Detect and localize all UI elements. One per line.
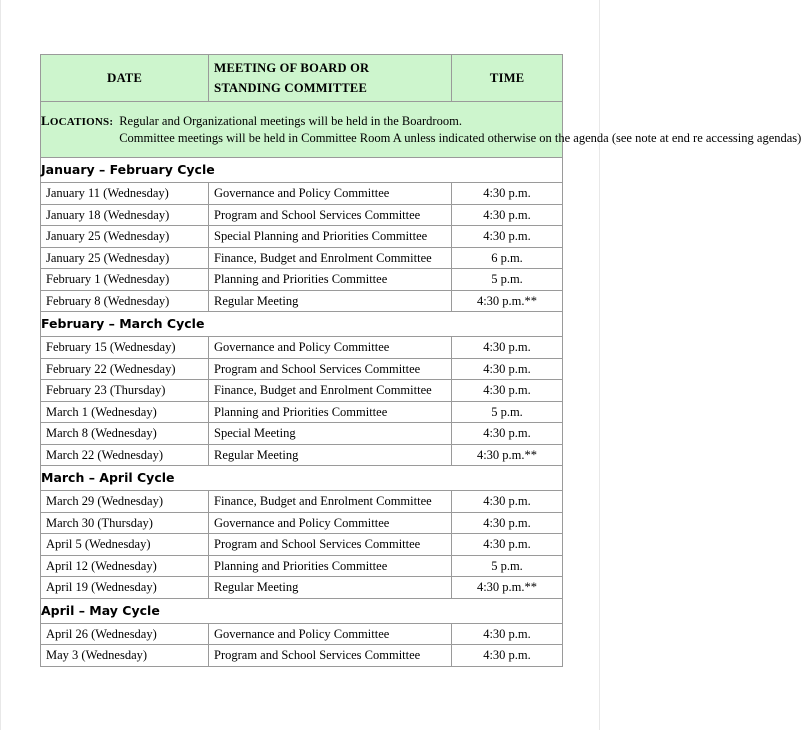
- meeting-name-cell: Finance, Budget and Enrolment Committee: [209, 380, 452, 402]
- table-row: [41, 290, 563, 312]
- meeting-time-cell: 4:30 p.m.: [452, 358, 563, 380]
- cycle-heading-row: [41, 312, 563, 337]
- table-row: [41, 380, 563, 402]
- meeting-time-cell: 4:30 p.m.: [452, 512, 563, 534]
- cycle-heading-row: [41, 158, 563, 183]
- meeting-column-header: MEETING OF BOARD OR STANDING COMMITTEE: [209, 55, 452, 102]
- meeting-name-cell: Planning and Priorities Committee: [209, 555, 452, 577]
- cycle-title: April – May Cycle: [41, 598, 563, 623]
- meeting-date-cell: March 1 (Wednesday): [41, 401, 209, 423]
- locations-label: LOCATIONS:: [41, 113, 114, 128]
- meeting-date-cell: January 25 (Wednesday): [41, 226, 209, 248]
- meeting-time-cell: 4:30 p.m.: [452, 645, 563, 667]
- locations-line-2: Committee meetings will be held in Committee Room A unless indicated otherwise on the agenda (see note at end re accessing agendas): [119, 130, 801, 145]
- meeting-time-cell: 4:30 p.m.: [452, 534, 563, 556]
- meeting-name-cell: Regular Meeting: [209, 577, 452, 599]
- meeting-name-cell: Special Planning and Priorities Committee: [209, 226, 452, 248]
- meeting-time-cell: 4:30 p.m.: [452, 183, 563, 205]
- meeting-date-cell: February 1 (Wednesday): [41, 269, 209, 291]
- meeting-name-cell: Regular Meeting: [209, 444, 452, 466]
- table-row: [41, 226, 563, 248]
- table-row: [41, 358, 563, 380]
- meeting-name-cell: Program and School Services Committee: [209, 534, 452, 556]
- meeting-name-cell: Governance and Policy Committee: [209, 623, 452, 645]
- meeting-name-cell: Special Meeting: [209, 423, 452, 445]
- table-row: [41, 247, 563, 269]
- meeting-time-cell: 4:30 p.m.: [452, 423, 563, 445]
- meeting-date-cell: February 15 (Wednesday): [41, 337, 209, 359]
- meeting-time-cell: 4:30 p.m.: [452, 491, 563, 513]
- meeting-date-cell: April 26 (Wednesday): [41, 623, 209, 645]
- table-row: [41, 337, 563, 359]
- meeting-time-cell: 4:30 p.m.: [452, 337, 563, 359]
- table-row: [41, 401, 563, 423]
- meeting-date-cell: January 18 (Wednesday): [41, 204, 209, 226]
- meeting-name-cell: Regular Meeting: [209, 290, 452, 312]
- meeting-date-cell: March 29 (Wednesday): [41, 491, 209, 513]
- table-row: [41, 555, 563, 577]
- table-header-row: [41, 55, 563, 102]
- meeting-time-cell: 4:30 p.m.: [452, 226, 563, 248]
- locations-line-1: Regular and Organizational meetings will be held in the Boardroom.: [119, 114, 462, 128]
- meeting-time-cell: 4:30 p.m.: [452, 380, 563, 402]
- meeting-time-cell: 4:30 p.m.**: [452, 444, 563, 466]
- meeting-name-cell: Governance and Policy Committee: [209, 512, 452, 534]
- table-row: [41, 444, 563, 466]
- table-row: [41, 183, 563, 205]
- meeting-time-cell: 5 p.m.: [452, 555, 563, 577]
- cycle-title: March – April Cycle: [41, 466, 563, 491]
- meeting-time-cell: 4:30 p.m.**: [452, 290, 563, 312]
- meeting-date-cell: April 5 (Wednesday): [41, 534, 209, 556]
- meeting-time-cell: 4:30 p.m.: [452, 204, 563, 226]
- meeting-date-cell: April 19 (Wednesday): [41, 577, 209, 599]
- meeting-date-cell: May 3 (Wednesday): [41, 645, 209, 667]
- meeting-schedule-table: [40, 54, 801, 667]
- meeting-date-cell: January 25 (Wednesday): [41, 247, 209, 269]
- cycle-heading-row: [41, 466, 563, 491]
- meeting-date-cell: February 23 (Thursday): [41, 380, 209, 402]
- meeting-name-cell: Governance and Policy Committee: [209, 337, 452, 359]
- meeting-time-cell: 4:30 p.m.: [452, 623, 563, 645]
- meeting-name-cell: Planning and Priorities Committee: [209, 401, 452, 423]
- meeting-date-cell: January 11 (Wednesday): [41, 183, 209, 205]
- table-row: [41, 491, 563, 513]
- meeting-date-cell: February 8 (Wednesday): [41, 290, 209, 312]
- time-column-header: TIME: [452, 55, 563, 102]
- table-row: [41, 577, 563, 599]
- meeting-date-cell: March 8 (Wednesday): [41, 423, 209, 445]
- cycle-title: February – March Cycle: [41, 312, 563, 337]
- meeting-date-cell: March 30 (Thursday): [41, 512, 209, 534]
- date-column-header: DATE: [41, 55, 209, 102]
- meeting-time-cell: 5 p.m.: [452, 401, 563, 423]
- table-row: [41, 534, 563, 556]
- table-row: [41, 623, 563, 645]
- table-row: [41, 645, 563, 667]
- locations-cell: [41, 102, 801, 158]
- table-row: [41, 269, 563, 291]
- table-row: [41, 423, 563, 445]
- meeting-time-cell: 5 p.m.: [452, 269, 563, 291]
- meeting-name-cell: Program and School Services Committee: [209, 645, 452, 667]
- table-row: [41, 512, 563, 534]
- cycle-heading-row: [41, 598, 563, 623]
- cycle-title: January – February Cycle: [41, 158, 563, 183]
- meeting-date-cell: April 12 (Wednesday): [41, 555, 209, 577]
- meeting-name-cell: Program and School Services Committee: [209, 358, 452, 380]
- meeting-date-cell: March 22 (Wednesday): [41, 444, 209, 466]
- meeting-name-cell: Planning and Priorities Committee: [209, 269, 452, 291]
- meeting-name-cell: Finance, Budget and Enrolment Committee: [209, 491, 452, 513]
- table-row: [41, 204, 563, 226]
- meeting-name-cell: Finance, Budget and Enrolment Committee: [209, 247, 452, 269]
- meeting-name-cell: Program and School Services Committee: [209, 204, 452, 226]
- locations-row: [41, 102, 563, 158]
- meeting-time-cell: 6 p.m.: [452, 247, 563, 269]
- meeting-time-cell: 4:30 p.m.**: [452, 577, 563, 599]
- meeting-date-cell: February 22 (Wednesday): [41, 358, 209, 380]
- meeting-name-cell: Governance and Policy Committee: [209, 183, 452, 205]
